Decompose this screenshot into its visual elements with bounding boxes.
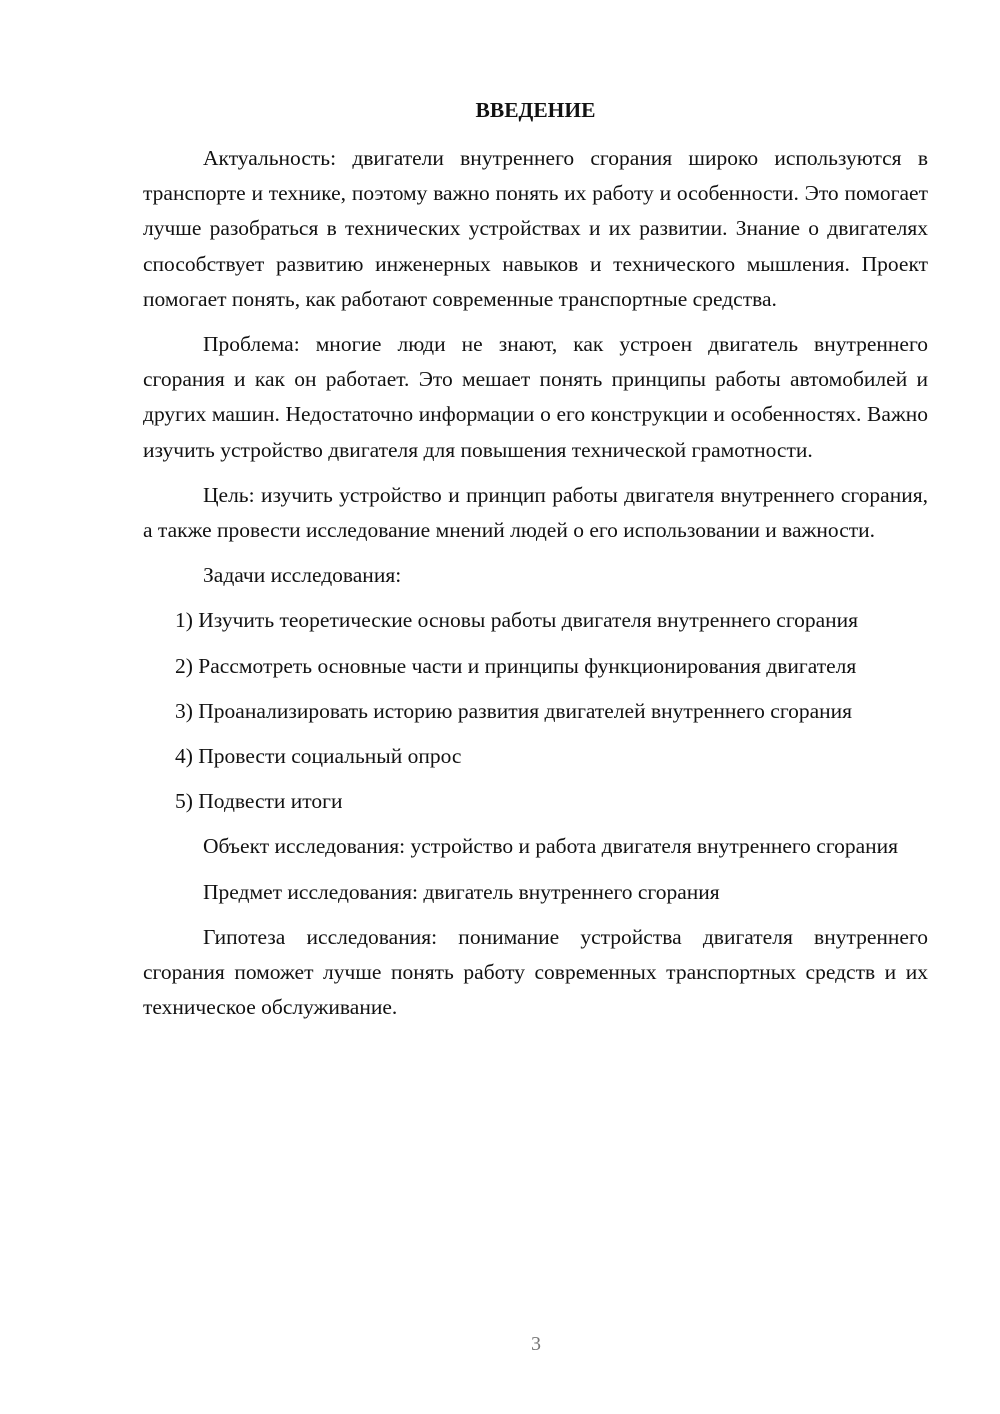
relevance-paragraph: Актуальность: двигатели внутреннего сгорания широко используются в транспорте и технике, поэтому важно понять их работу и особенности. Это помогает лучше разобраться в технических устройствах и их развитии. Знание о двигателях способствует развитию инженерных навыков и технического мышления. Проект помогает понять, как работают современные транспортные средства. xyxy=(143,146,928,311)
page-number: 3 xyxy=(531,1333,541,1355)
section-title: ВВЕДЕНИЕ xyxy=(475,98,596,122)
goal-paragraph: Цель: изучить устройство и принцип работы двигателя внутреннего сгорания, а также провести исследование мнений людей о его использовании и важности. xyxy=(143,482,928,543)
task-item: 2) Рассмотреть основные части и принципы функционирования двигателя xyxy=(175,653,857,678)
problem-paragraph: Проблема: многие люди не знают, как устроен двигатель внутреннего сгорания и как он работает. Это мешает понять принципы работы автомобилей и других машин. Недостаточно информации о его конструкции и особенностях. Важно изучить устройство двигателя для повышения технической грамотности. xyxy=(143,332,928,462)
tasks-list xyxy=(143,603,928,819)
task-item: 5) Подвести итоги xyxy=(175,789,343,814)
object-paragraph: Объект исследования: устройство и работа двигателя внутреннего сгорания xyxy=(203,834,899,859)
page-content xyxy=(143,93,928,1035)
task-item: 4) Провести социальный опрос xyxy=(175,744,462,769)
subject-paragraph: Предмет исследования: двигатель внутреннего сгорания xyxy=(203,879,720,904)
hypothesis-paragraph: Гипотеза исследования: понимание устройства двигателя внутреннего сгорания поможет лучше понять работу современных транспортных средств и их техническое обслуживание. xyxy=(143,924,928,1020)
tasks-heading: Задачи исследования: xyxy=(203,563,402,588)
task-item: 3) Проанализировать историю развития двигателей внутреннего сгорания xyxy=(175,698,853,723)
task-item: 1) Изучить теоретические основы работы двигателя внутреннего сгорания xyxy=(175,608,859,633)
